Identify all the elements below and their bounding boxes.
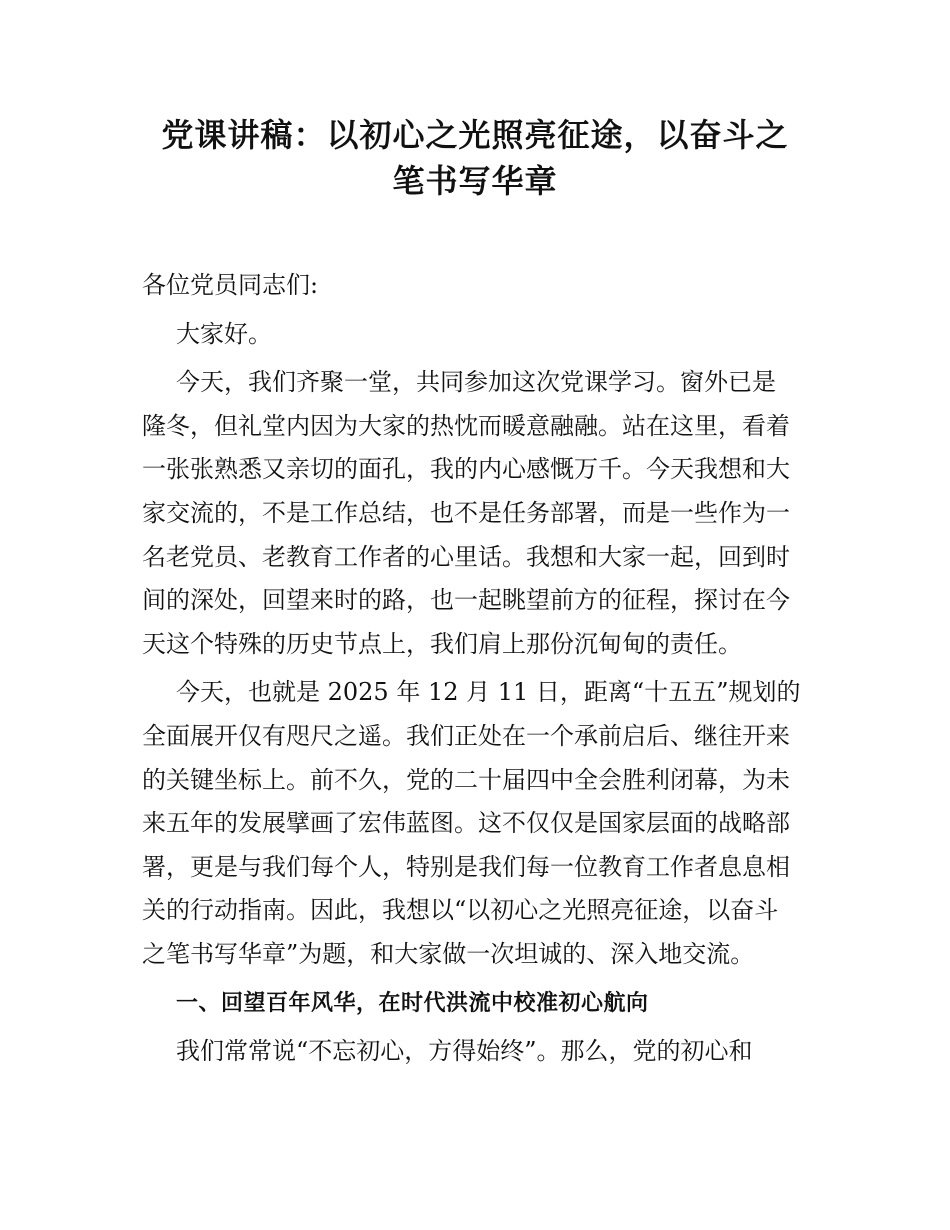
paragraph-3 — [142, 1030, 814, 1074]
paragraph-2-line: 全面展开仅有咫尺之遥。我们正处在一个承前启后、继往开来 — [142, 721, 790, 750]
paragraph-1-line: 隆冬，但礼堂内因为大家的热忱而暖意融融。站在这里，看着 — [142, 411, 790, 440]
document-title — [100, 112, 850, 204]
paragraph-1-line: 天这个特殊的历史节点上，我们肩上那份沉甸甸的责任。 — [142, 629, 742, 658]
document-body — [142, 264, 814, 1079]
title-line-1: 党课讲稿：以初心之光照亮征途，以奋斗之 — [161, 116, 789, 154]
paragraph-1-line: 一张张熟悉又亲切的面孔，我的内心感慨万千。今天我想和大 — [142, 455, 790, 484]
paragraph-1 — [142, 361, 814, 666]
title-line-2: 笔书写华章 — [392, 162, 558, 200]
paragraph-2-line: 来五年的发展擘画了宏伟蓝图。这不仅仅是国家层面的战略部 — [142, 809, 790, 838]
paragraph-2-line: 之笔书写华章”为题，和大家做一次坦诚的、深入地交流。 — [142, 939, 755, 968]
paragraph-1-line: 今天，我们齐聚一堂，共同参加这次党课学习。窗外已是 — [176, 368, 776, 397]
paragraph-2-line: 今天，也就是 2025 年 12 月 11 日，距离“十五五”规划的 — [176, 678, 801, 707]
paragraph-1-line: 家交流的，不是工作总结，也不是任务部署，而是一些作为一 — [142, 498, 790, 527]
paragraph-2-line: 关的行动指南。因此，我想以“以初心之光照亮征途，以奋斗 — [142, 896, 779, 925]
paragraph-3-line: 我们常常说“不忘初心，方得始终”。那么，党的初心和 — [176, 1037, 753, 1066]
section-heading-1: 一、回望百年风华，在时代洪流中校准初心航向 — [176, 990, 649, 1016]
greeting: 大家好。 — [176, 319, 272, 348]
paragraph-1-line: 名老党员、老教育工作者的心里话。我想和大家一起，回到时 — [142, 542, 790, 571]
paragraph-2-line: 署，更是与我们每个人，特别是我们每一位教育工作者息息相 — [142, 852, 790, 881]
paragraph-2-line: 的关键坐标上。前不久，党的二十届四中全会胜利闭幕，为未 — [142, 765, 790, 794]
paragraph-2 — [142, 671, 814, 976]
paragraph-1-line: 间的深处，回望来时的路，也一起眺望前方的征程，探讨在今 — [142, 586, 790, 615]
salutation: 各位党员同志们: — [142, 271, 319, 299]
